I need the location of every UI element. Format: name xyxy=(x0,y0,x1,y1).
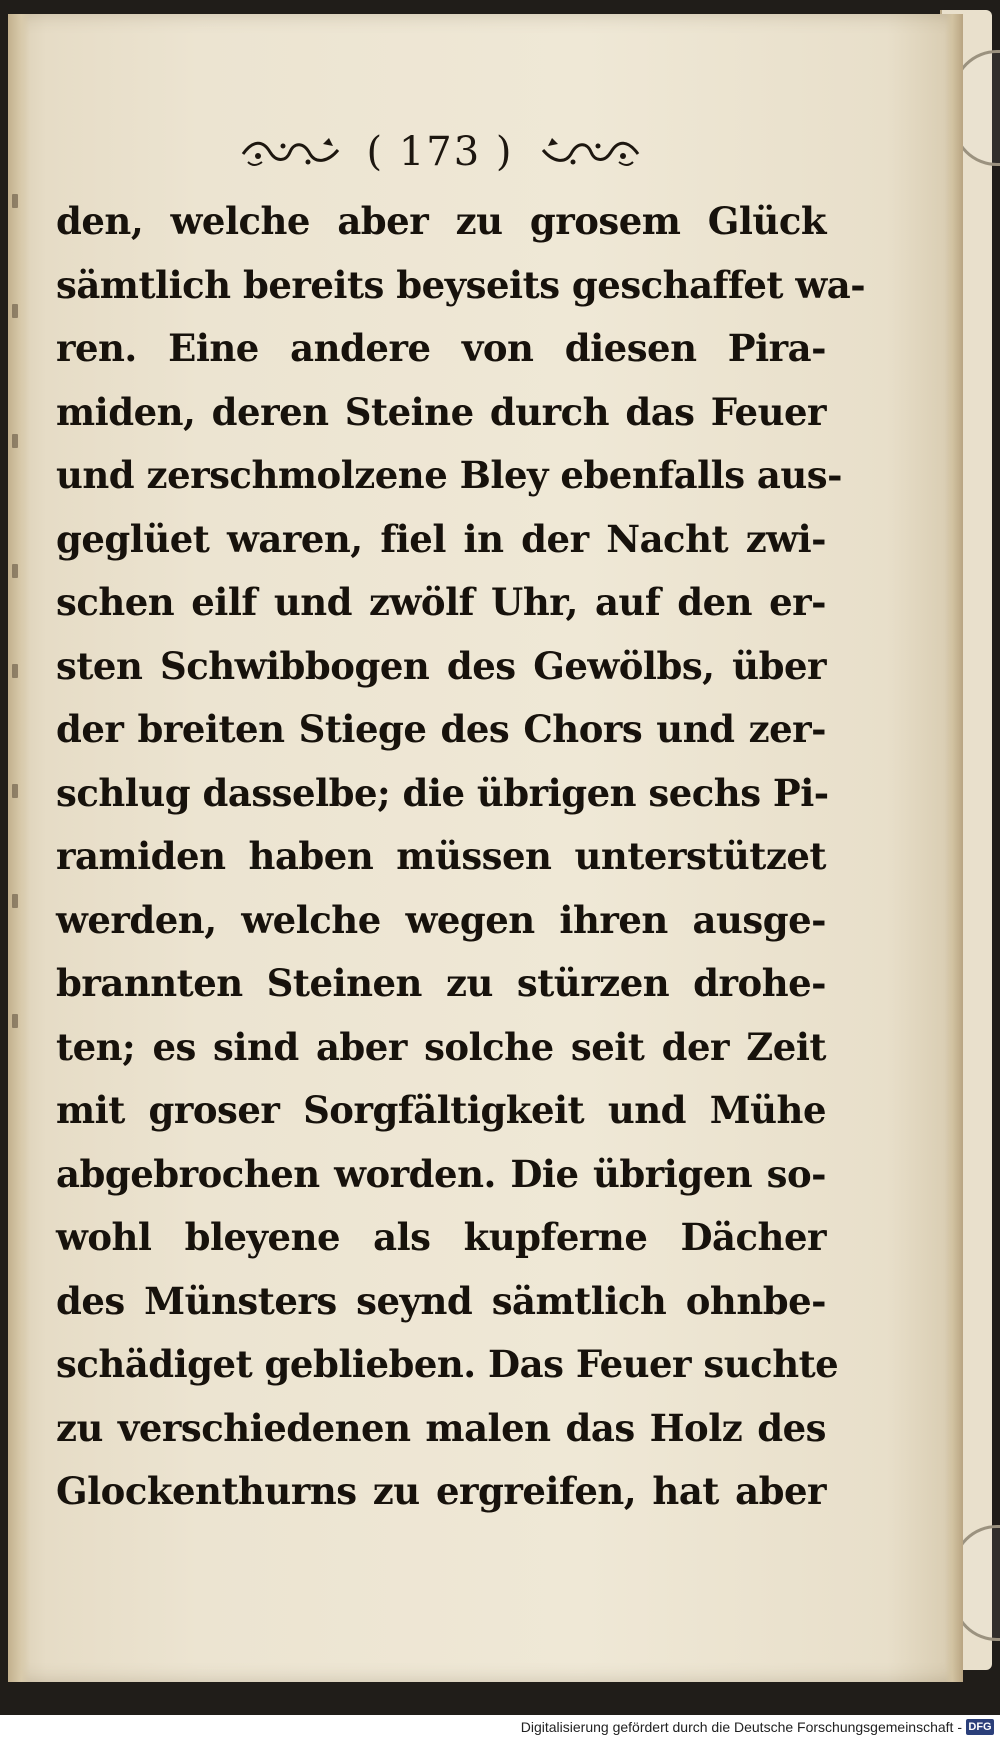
text-line: geglüet waren, fiel in der Nacht zwi- xyxy=(56,516,826,561)
text-line: miden, deren Steine durch das Feuer xyxy=(56,389,826,434)
text-line: abgebrochen worden. Die übrigen so- xyxy=(56,1151,826,1196)
text-line: schlug dasselbe; die übrigen sechs Pi- xyxy=(56,770,829,815)
text-line: werden, welche wegen ihren ausge- xyxy=(56,897,826,942)
page-right-edge xyxy=(945,14,963,1682)
digitization-footer xyxy=(0,1715,1000,1741)
text-line: brannten Steinen zu stürzen drohe- xyxy=(56,961,826,1005)
right-ornament-icon xyxy=(538,132,643,172)
page-number: ( 173 ) xyxy=(366,129,514,175)
text-line: Glockenthurns zu ergreifen, hat aber xyxy=(56,1469,826,1513)
body-text xyxy=(56,190,866,1524)
text-line: mit groser Sorgfältigkeit und Mühe xyxy=(56,1088,826,1132)
text-line: schädiget geblieben. Das Feuer suchte xyxy=(56,1342,839,1386)
text-line: ten; es sind aber solche seit der Zeit xyxy=(56,1024,826,1069)
text-line: sämtlich bereits beyseits geschaffet wa- xyxy=(56,262,866,307)
footer-credit: Digitalisierung gefördert durch die Deutsche Forschungsgemeinschaft - xyxy=(520,1719,962,1735)
left-ornament-icon xyxy=(238,132,343,172)
text-line: der breiten Stiege des Chors und zer- xyxy=(56,707,826,751)
text-line: des Münsters seynd sämtlich ohnbe- xyxy=(56,1278,826,1323)
dfg-logo: DFG xyxy=(966,1719,994,1735)
text-line: ren. Eine andere von diesen Pira- xyxy=(56,326,826,370)
text-line: den, welche aber zu grosem Glück xyxy=(56,199,826,243)
text-line: und zerschmolzene Bley ebenfalls aus- xyxy=(56,453,842,497)
text-line: zu verschiedenen malen das Holz des xyxy=(56,1405,826,1450)
text-line: ramiden haben müssen unterstützet xyxy=(56,834,826,878)
text-line: sten Schwibbogen des Gewölbs, über xyxy=(56,643,826,688)
gutter-bleed-marks xyxy=(10,194,24,1094)
text-line: schen eilf und zwölf Uhr, auf den er- xyxy=(56,580,826,624)
text-line: wohl bleyene als kupferne Dächer xyxy=(56,1215,826,1259)
page-header xyxy=(200,122,680,182)
